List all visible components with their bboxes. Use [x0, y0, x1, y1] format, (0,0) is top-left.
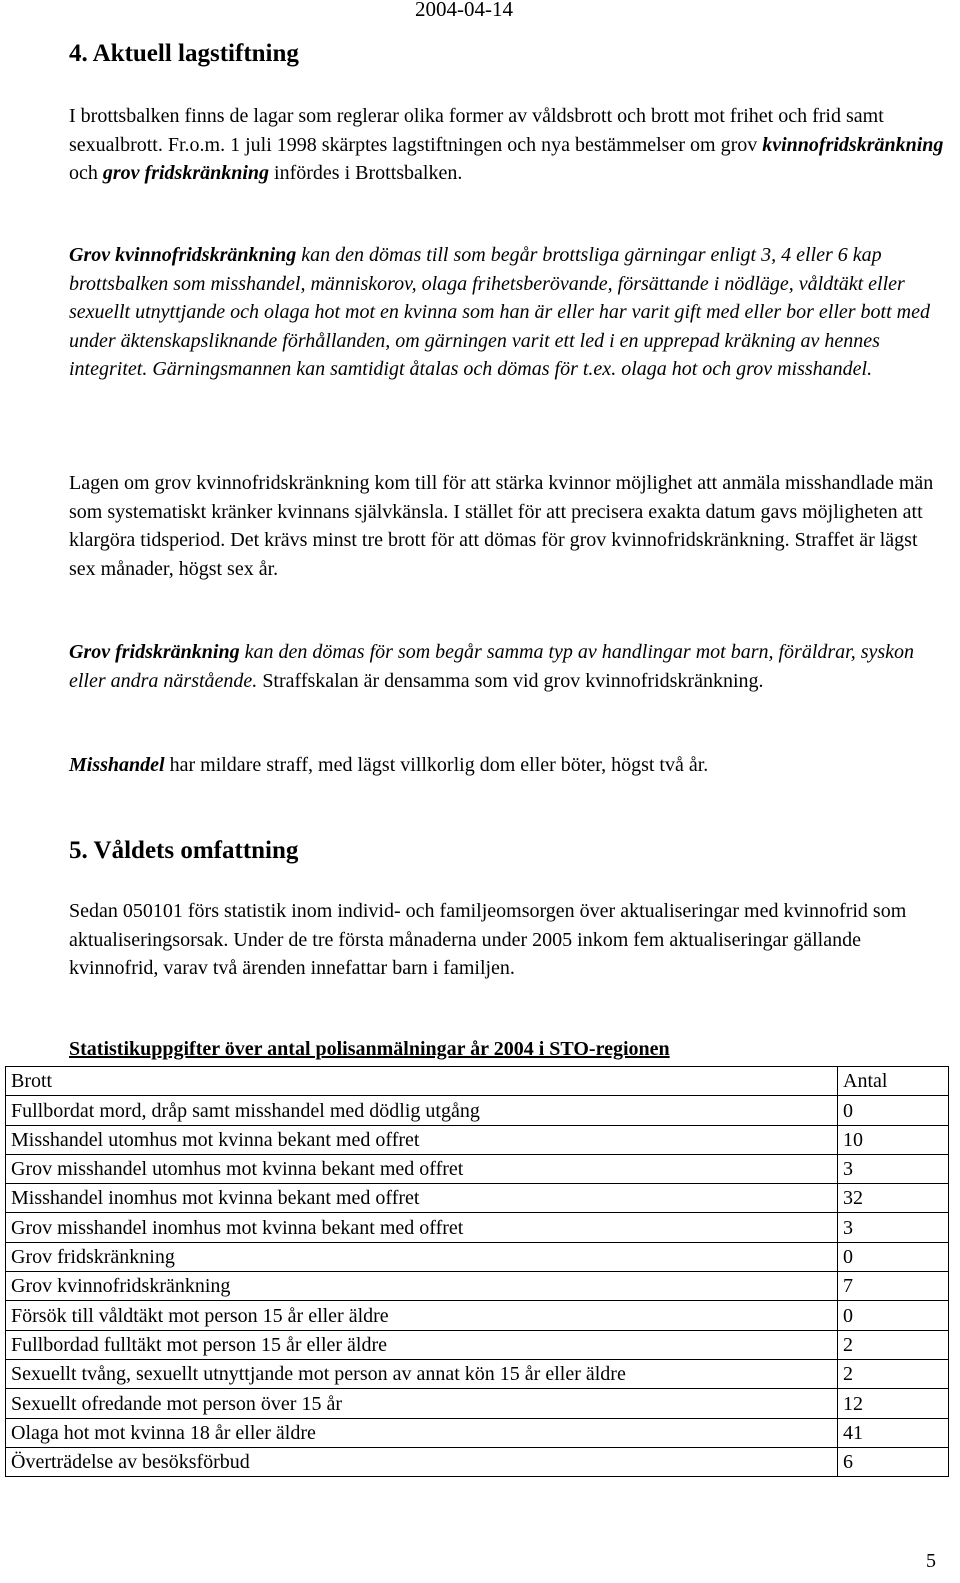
table-row — [6, 1184, 949, 1213]
emphasis-term: Misshandel — [69, 754, 165, 776]
count-cell: 0 — [838, 1242, 949, 1271]
count-cell: 2 — [838, 1359, 949, 1388]
text-segment: I brottsbalken finns de lagar som reglerar olika former av våldsbrott och brott mot frihet och frid samt sexualbrott. Fr.o.m. 1 juli 1998 skärptes lagstiftningen och nya bestämmelser om grov — [69, 105, 884, 156]
table-row — [6, 1213, 949, 1242]
crime-type-cell: Grov misshandel inomhus mot kvinna bekant med offret — [6, 1213, 838, 1242]
emphasis-term: kvinnofridskränkning — [762, 133, 944, 156]
text-segment: kan den dömas till som begår brottsliga gärningar enligt 3, 4 eller 6 kap brottsbalken som misshandel, människorov, olaga frihetsberövande, försättande i nödläge, våldtäkt eller sexuellt utnyttjande och olaga hot mot en kvinna som han är eller har varit gift med eller bor eller bott med under äktenskapsliknande förhållanden, om gärningen varit ett led i en upprepad kräkning av hennes integritet. Gärningsmannen kan samtidigt åtalas och dömas för t.ex. olaga hot och grov misshandel. — [69, 244, 930, 380]
statistics-table — [5, 1066, 949, 1477]
section-4-paragraph-2 — [69, 241, 949, 384]
text-segment: Straffskalan är densamma som vid grov kvinnofridskränkning. — [257, 669, 764, 692]
crime-type-cell: Misshandel inomhus mot kvinna bekant med offret — [6, 1184, 838, 1213]
section-4-paragraph-5 — [69, 751, 949, 780]
emphasis-term: Grov kvinnofridskränkning — [69, 244, 297, 266]
emphasis-term: grov fridskränkning — [102, 162, 270, 184]
section-4-paragraph-4 — [69, 638, 949, 695]
crime-type-cell: Olaga hot mot kvinna 18 år eller äldre — [6, 1418, 838, 1447]
section-4-heading: 4. Aktuell lagstiftning — [69, 40, 299, 67]
table-row — [6, 1125, 949, 1154]
document-date: 2004-04-14 — [415, 0, 513, 21]
section-5-paragraph-1: Sedan 050101 förs statistik inom individ- och familjeomsorgen över aktualiseringar med kvinnofrid som aktualiseringsorsak. Under de tre första månaderna under 2005 inkom fem aktualiseringar gällande kvinnofrid, varav två ärenden innefattar barn i familjen. — [69, 900, 907, 979]
page-number: 5 — [926, 1550, 936, 1572]
count-cell: 0 — [838, 1301, 949, 1330]
count-cell: 12 — [838, 1389, 949, 1418]
table-row — [6, 1272, 949, 1301]
crime-type-cell: Sexuellt ofredande mot person över 15 år — [6, 1389, 838, 1418]
crime-type-cell: Fullbordat mord, dråp samt misshandel med dödlig utgång — [6, 1096, 838, 1125]
header-cell-brott: Brott — [6, 1067, 838, 1096]
crime-type-cell: Grov kvinnofridskränkning — [6, 1272, 838, 1301]
crime-type-cell: Fullbordad fulltäkt mot person 15 år eller äldre — [6, 1330, 838, 1359]
crime-type-cell: Grov misshandel utomhus mot kvinna bekant med offret — [6, 1154, 838, 1183]
count-cell: 3 — [838, 1213, 949, 1242]
count-cell: 2 — [838, 1330, 949, 1359]
table-caption: Statistikuppgifter över antal polisanmälningar år 2004 i STO-regionen — [69, 1038, 670, 1060]
table-row — [6, 1301, 949, 1330]
statistics-table-body — [6, 1067, 949, 1477]
count-cell: 6 — [838, 1447, 949, 1476]
table-row — [6, 1389, 949, 1418]
text-segment: har mildare straff, med lägst villkorlig dom eller böter, högst två år. — [164, 754, 709, 776]
count-cell: 0 — [838, 1096, 949, 1125]
table-row — [6, 1418, 949, 1447]
table-row — [6, 1447, 949, 1476]
section-4-paragraph-1 — [69, 102, 949, 188]
count-cell: 3 — [838, 1154, 949, 1183]
count-cell: 10 — [838, 1125, 949, 1154]
table-header-row — [6, 1067, 949, 1096]
table-row — [6, 1154, 949, 1183]
header-cell-antal: Antal — [838, 1067, 949, 1096]
count-cell: 32 — [838, 1184, 949, 1213]
table-row — [6, 1242, 949, 1271]
text-segment: kan den dömas för som begår samma typ av handlingar mot barn, föräldrar, syskon eller andra närstående. — [69, 641, 915, 692]
crime-type-cell: Överträdelse av besöksförbud — [6, 1447, 838, 1476]
count-cell: 41 — [838, 1418, 949, 1447]
table-row — [6, 1359, 949, 1388]
crime-type-cell: Sexuellt tvång, sexuellt utnyttjande mot person av annat kön 15 år eller äldre — [6, 1359, 838, 1388]
table-row — [6, 1096, 949, 1125]
crime-type-cell: Försök till våldtäkt mot person 15 år eller äldre — [6, 1301, 838, 1330]
section-4-paragraph-3: Lagen om grov kvinnofridskränkning kom till för att stärka kvinnor möjlighet att anmäla misshandlade män som systematiskt kränker kvinnans självkänsla. I stället för att precisera exakta datum gavs möjligheten att klargöra tidsperiod. Det krävs minst tre brott för att dömas för grov kvinnofridskränkning. Straffet är lägst sex månader, högst sex år. — [69, 472, 934, 580]
section-5-heading: 5. Våldets omfattning — [69, 837, 299, 864]
table-row — [6, 1330, 949, 1359]
crime-type-cell: Grov fridskränkning — [6, 1242, 838, 1271]
text-segment: och — [69, 162, 103, 184]
crime-type-cell: Misshandel utomhus mot kvinna bekant med offret — [6, 1125, 838, 1154]
count-cell: 7 — [838, 1272, 949, 1301]
emphasis-term: Grov fridskränkning — [69, 641, 240, 663]
text-segment: infördes i Brottsbalken. — [269, 162, 463, 184]
